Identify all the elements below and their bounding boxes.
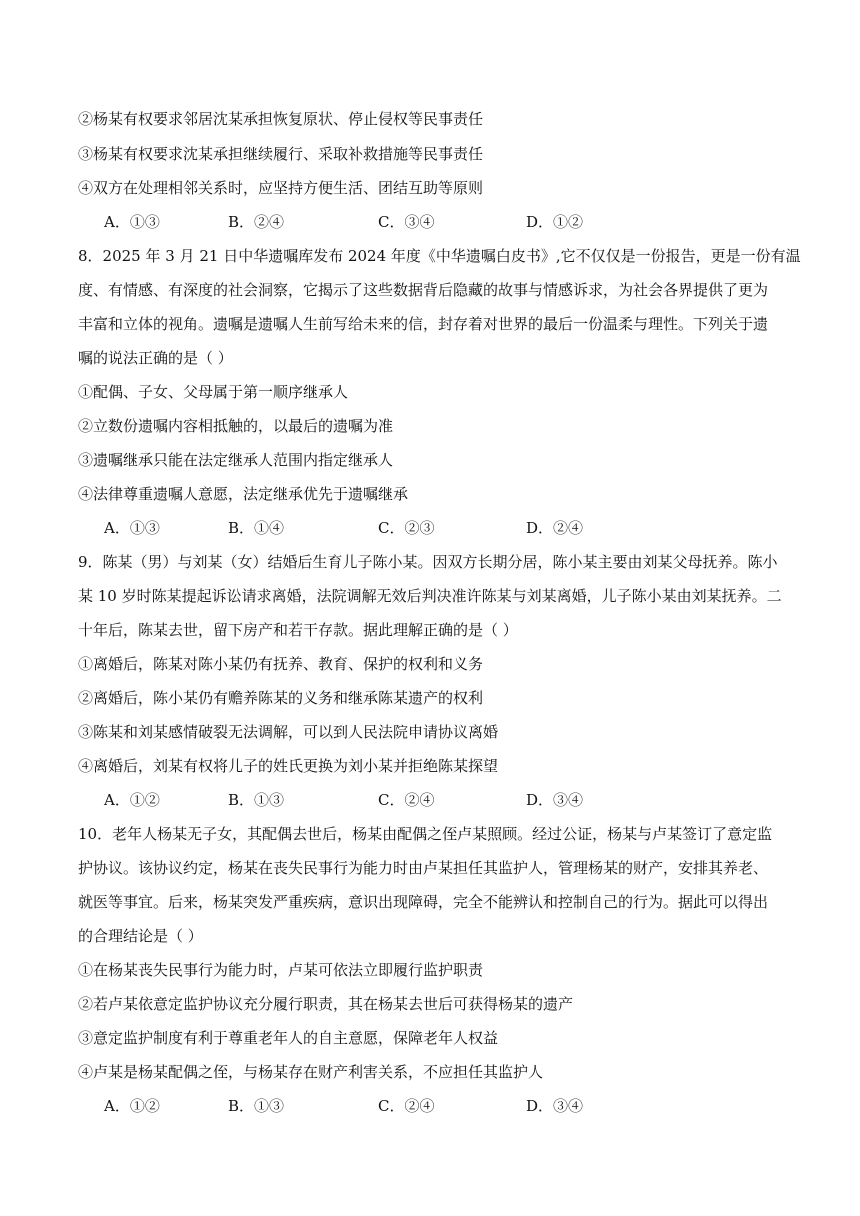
option-b[interactable]: B．②④	[228, 213, 285, 231]
q8-options	[104, 518, 804, 538]
option-c[interactable]: C．②④	[378, 791, 435, 809]
option-d[interactable]: D．③④	[526, 1097, 584, 1115]
q10-stem-line: 10．老年人杨某无子女，其配偶去世后，杨某由配偶之侄卢某照顾。经过公证，杨某与卢某签订了意定监	[78, 825, 773, 843]
option-c[interactable]: C．②③	[378, 519, 435, 537]
q8-statement: ②立数份遗嘱内容相抵触的，以最后的遗嘱为准	[78, 417, 394, 435]
option-a[interactable]: A．①③	[104, 213, 160, 231]
option-d[interactable]: D．②④	[526, 519, 584, 537]
q10-options	[104, 1096, 804, 1116]
q8-stem-line: 嘱的说法正确的是（ ）	[78, 349, 233, 367]
statement-4: ④双方在处理相邻关系时，应坚持方便生活、团结互助等原则	[78, 179, 484, 197]
q9-statement: ④离婚后，刘某有权将儿子的姓氏更换为刘小某并拒绝陈某探望	[78, 757, 499, 775]
option-c[interactable]: C．②④	[378, 1097, 435, 1115]
q10-statement: ①在杨某丧失民事行为能力时，卢某可依法立即履行监护职责	[78, 961, 484, 979]
option-d[interactable]: D．③④	[526, 791, 584, 809]
q9-stem-line: 某 10 岁时陈某提起诉讼请求离婚，法院调解无效后判决准许陈某与刘某离婚，儿子陈小某由刘某抚养。二	[78, 587, 782, 605]
answer-options	[104, 212, 804, 232]
q8-statement: ①配偶、子女、父母属于第一顺序继承人	[78, 383, 349, 401]
option-b[interactable]: B．①③	[228, 791, 285, 809]
q8-stem-line: 度、有情感、有深度的社会洞察，它揭示了这些数据背后隐藏的故事与情感诉求，为社会各界提供了更为	[78, 281, 769, 299]
option-a[interactable]: A．①②	[104, 791, 160, 809]
statement-2: ②杨某有权要求邻居沈某承担恢复原状、停止侵权等民事责任	[78, 110, 484, 128]
q10-stem-line: 护协议。该协议约定，杨某在丧失民事行为能力时由卢某担任其监护人，管理杨某的财产，安排其养老、	[78, 859, 769, 877]
q8-statement: ④法律尊重遗嘱人意愿，法定继承优先于遗嘱继承	[78, 485, 409, 503]
q9-statement: ②离婚后，陈小某仍有赡养陈某的义务和继承陈某遗产的权利	[78, 689, 484, 707]
q8-statement: ③遗嘱继承只能在法定继承人范围内指定继承人	[78, 451, 394, 469]
q10-stem-line: 就医等事宜。后来，杨某突发严重疾病，意识出现障碍，完全不能辨认和控制自己的行为。据此可以得出	[78, 893, 769, 911]
option-b[interactable]: B．①③	[228, 1097, 285, 1115]
option-c[interactable]: C．③④	[378, 213, 435, 231]
q9-options	[104, 790, 804, 810]
q9-statement: ①离婚后，陈某对陈小某仍有抚养、教育、保护的权利和义务	[78, 655, 484, 673]
q10-statement: ④卢某是杨某配偶之侄，与杨某存在财产利害关系，不应担任其监护人	[78, 1063, 544, 1081]
option-d[interactable]: D．①②	[526, 213, 584, 231]
statement-3: ③杨某有权要求沈某承担继续履行、采取补救措施等民事责任	[78, 145, 484, 163]
q9-statement: ③陈某和刘某感情破裂无法调解，可以到人民法院申请协议离婚	[78, 723, 499, 741]
option-a[interactable]: A．①③	[104, 519, 160, 537]
q9-stem-line: 9．陈某（男）与刘某（女）结婚后生育儿子陈小某。因双方长期分居，陈小某主要由刘某父母抚养。陈小	[78, 553, 778, 571]
q9-stem-line: 十年后，陈某去世，留下房产和若干存款。据此理解正确的是（ ）	[78, 621, 518, 639]
q10-statement: ②若卢某依意定监护协议充分履行职责，其在杨某去世后可获得杨某的遗产	[78, 995, 574, 1013]
q8-stem-line: 8．2025 年 3 月 21 日中华遗嘱库发布 2024 年度《中华遗嘱白皮书》,它不仅仅是一份报告，更是一份有温	[78, 247, 801, 265]
q10-statement: ③意定监护制度有利于尊重老年人的自主意愿，保障老年人权益	[78, 1029, 499, 1047]
option-a[interactable]: A．①②	[104, 1097, 160, 1115]
q8-stem-line: 丰富和立体的视角。遗嘱是遗嘱人生前写给未来的信，封存着对世界的最后一份温柔与理性。下列关于遗	[78, 315, 769, 333]
option-b[interactable]: B．①④	[228, 519, 285, 537]
q10-stem-line: 的合理结论是（ ）	[78, 927, 203, 945]
